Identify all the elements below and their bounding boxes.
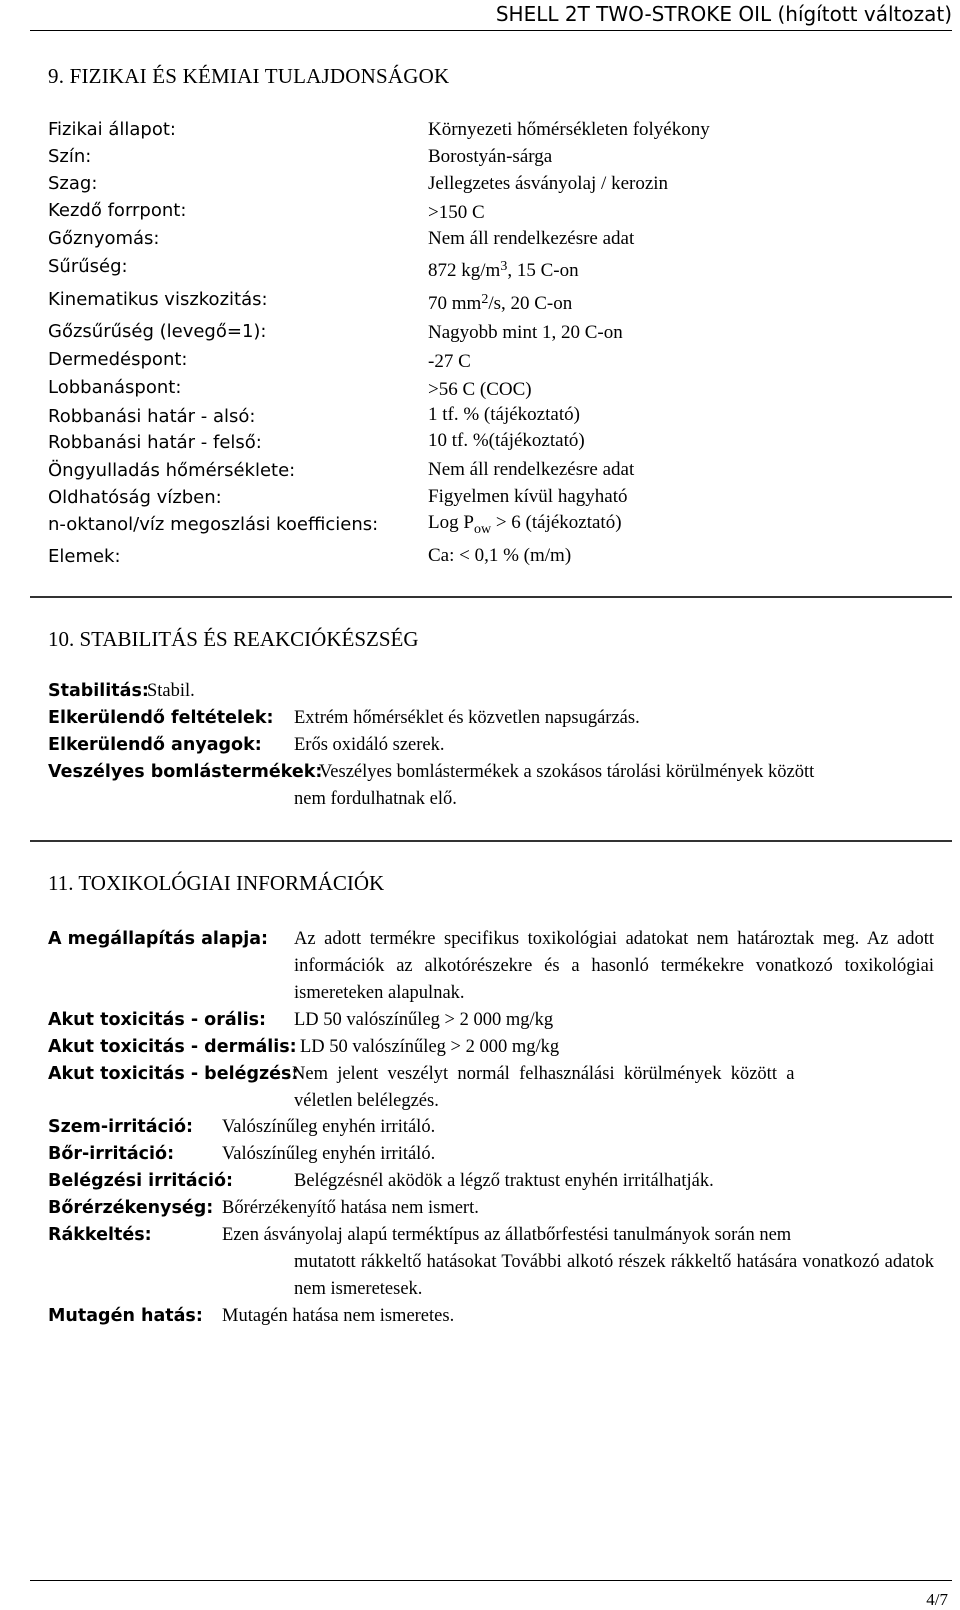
property-value: 70 $mm^2/s$, 20 C-on (428, 292, 573, 314)
item-value: LD 50 valószínűleg > 2 000 mg/kg (300, 1037, 560, 1057)
item-value: Bőrérzékenyítő hatása nem ismert. (222, 1198, 479, 1218)
item-value: Az adott termékre specifikus toxikológiai adatokat nem határoztak meg. Az adott információk az alkotórészekre és a hasonló termékekre vonatkozó toxikológiai ismereteken alapulnak. (294, 929, 934, 1003)
item-value: Mutagén hatása nem ismeretes. (222, 1306, 455, 1326)
footer-divider (30, 1580, 952, 1581)
item-value: LD 50 valószínűleg > 2 000 mg/kg (294, 1010, 554, 1030)
header-divider (30, 30, 952, 31)
item-label: Stabilitás: (48, 681, 149, 701)
item-value-continued: nem fordulhatnak elő. (294, 789, 457, 809)
item-label: Elkerülendő feltételek: (48, 708, 274, 728)
property-label: n-oktanol/víz megoszlási koefficiens: (48, 514, 379, 535)
property-value: 1 tf. % (tájékoztató) (428, 404, 580, 425)
property-label: Robbanási határ - alsó: (48, 406, 256, 427)
item-label: Mutagén hatás: (48, 1306, 203, 1326)
property-label: Robbanási határ - felső: (48, 432, 262, 453)
section-11-heading: 11. TOXIKOLÓGIAI INFORMÁCIÓK (48, 871, 385, 895)
property-value: Log $P_{ow} > 6$ (tájékoztató) (428, 512, 622, 537)
property-value: >56 C (COC) (428, 379, 532, 400)
item-value-continued: mutatott rákkeltő hatásokat További alkotó részek rákkeltő hatására vonatkozó adatok nem ismeretesek. (294, 1252, 934, 1299)
property-label: Sűrűség: (48, 256, 128, 277)
property-value: 10 tf. %(tájékoztató) (428, 430, 585, 451)
property-label: Gőznyomás: (48, 228, 160, 249)
section-9-heading: 9. FIZIKAI ÉS KÉMIAI TULAJDONSÁGOK (48, 64, 450, 88)
item-value: Veszélyes bomlástermékek a szokásos tárolási körülmények között (319, 762, 815, 782)
section-divider (30, 840, 952, 842)
item-label: Belégzési irritáció: (48, 1171, 233, 1191)
property-value: -27 C (428, 351, 471, 372)
item-value: Extrém hőmérséklet és közvetlen napsugárzás. (294, 708, 640, 728)
property-label: Dermedéspont: (48, 349, 188, 370)
property-value: >150 C (428, 202, 485, 223)
property-value: Ca: < 0,1 % (m/m) (428, 545, 572, 566)
item-label: Rákkeltés: (48, 1225, 152, 1245)
property-value: 872 $kg/m^3$, 15 C-on (428, 259, 579, 281)
item-label: Akut toxicitás - orális: (48, 1010, 267, 1030)
property-label: Gőzsűrűség (levegő=1): (48, 321, 267, 342)
section-divider (30, 596, 952, 598)
item-value-continued: véletlen belélegzés. (294, 1091, 439, 1111)
item-value: Valószínűleg enyhén irritáló. (222, 1144, 436, 1164)
property-value: Nem áll rendelkezésre adat (428, 459, 635, 480)
property-value: Borostyán-sárga (428, 146, 553, 167)
property-label: Fizikai állapot: (48, 119, 176, 140)
item-label: Veszélyes bomlástermékek: (48, 762, 323, 782)
property-label: Szag: (48, 173, 98, 194)
property-label: Oldhatóság vízben: (48, 487, 222, 508)
item-value: Stabil. (147, 681, 195, 701)
property-label: Lobbanáspont: (48, 377, 182, 398)
item-label: Akut toxicitás - belégzés: (48, 1064, 299, 1084)
item-value: Valószínűleg enyhén irritáló. (222, 1117, 436, 1137)
item-label: Szem-irritáció: (48, 1117, 193, 1137)
property-label: Kezdő forrpont: (48, 200, 187, 221)
item-value: Ezen ásványolaj alapú terméktípus az állatbőrfestési tanulmányok során nem (222, 1225, 792, 1245)
item-label: Akut toxicitás - dermális: (48, 1037, 297, 1057)
item-value: Erős oxidáló szerek. (294, 735, 445, 755)
item-label: A megállapítás alapja: (48, 929, 269, 949)
property-value: Környezeti hőmérsékleten folyékony (428, 119, 710, 140)
property-value: Nem áll rendelkezésre adat (428, 228, 635, 249)
property-label: Kinematikus viszkozitás: (48, 289, 268, 310)
item-value: Belégzésnél aködök a légző traktust enyhén irritálhatják. (294, 1171, 714, 1191)
property-label: Elemek: (48, 546, 121, 567)
page-number: 4/7 (926, 1590, 948, 1609)
item-value: Nem jelent veszélyt normál felhasználási körülmények között a (292, 1064, 795, 1084)
item-label: Elkerülendő anyagok: (48, 735, 262, 755)
property-label: Szín: (48, 146, 92, 167)
document-title: SHELL 2T TWO-STROKE OIL (hígított változat) (495, 2, 952, 26)
property-value: Figyelmen kívül hagyható (428, 486, 628, 507)
item-label: Bőrérzékenység: (48, 1198, 214, 1218)
item-label: Bőr-irritáció: (48, 1144, 175, 1164)
property-value: Jellegzetes ásványolaj / kerozin (428, 173, 669, 194)
property-label: Öngyulladás hőmérséklete: (48, 460, 296, 481)
property-value: Nagyobb mint 1, 20 C-on (428, 322, 623, 343)
section-10-heading: 10. STABILITÁS ÉS REAKCIÓKÉSZSÉG (48, 627, 419, 651)
